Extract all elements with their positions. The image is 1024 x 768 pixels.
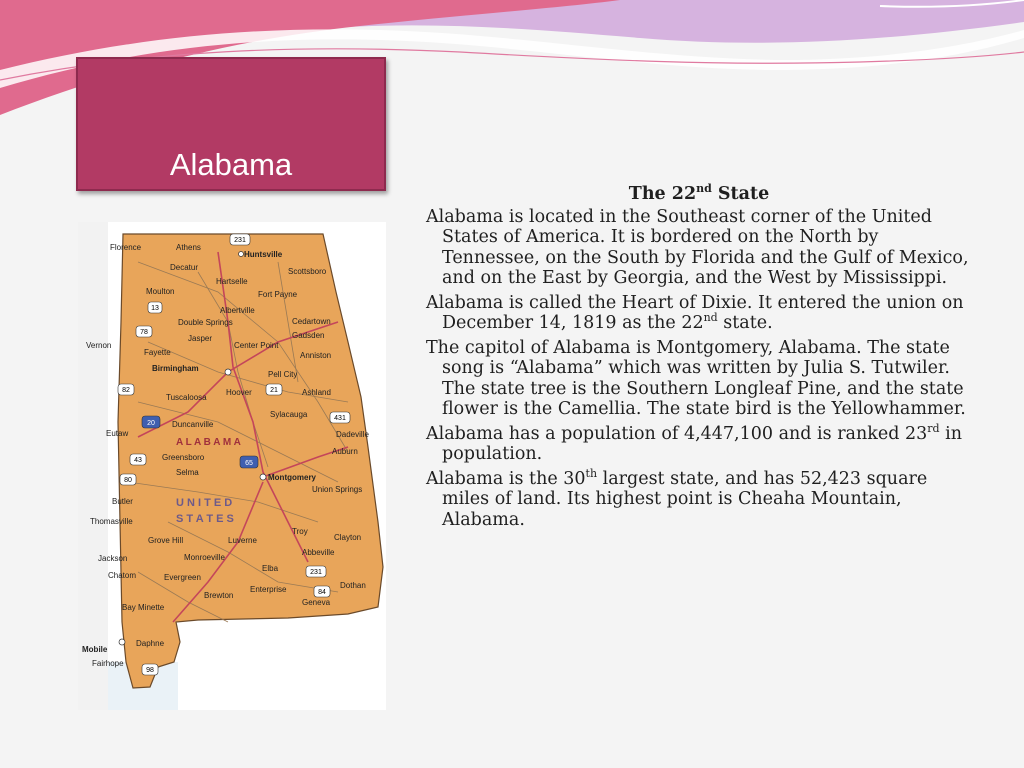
city-athens: Athens [176, 243, 201, 252]
city-chatom: Chatom [108, 571, 137, 580]
slide-body [426, 184, 972, 534]
city-mobile: Mobile [82, 645, 108, 654]
shield-231-south [306, 566, 326, 577]
city-monroeville: Monroeville [184, 553, 225, 562]
shield-80 [120, 474, 136, 485]
country-label-2: S T A T E S [176, 513, 234, 525]
alabama-map [78, 222, 386, 710]
shield-13 [148, 302, 162, 313]
svg-text:84: 84 [318, 589, 326, 596]
city-moulton: Moulton [146, 287, 175, 296]
city-hartselle: Hartselle [216, 277, 248, 286]
city-hoover: Hoover [226, 388, 252, 397]
paragraph-size: Alabama is the 30th largest state, and has 52,423 square miles of land. Its highest point is Cheaha Mountain, Alabama. [426, 466, 928, 530]
city-jasper: Jasper [188, 334, 213, 343]
svg-text:78: 78 [140, 329, 148, 336]
city-selma: Selma [176, 468, 199, 477]
svg-text:431: 431 [334, 415, 346, 422]
city-anniston: Anniston [300, 351, 332, 360]
shield-82 [118, 384, 134, 395]
city-gadsden: Gadsden [292, 331, 325, 340]
title-box [76, 57, 386, 191]
city-union-springs: Union Springs [312, 485, 363, 494]
city-luverne: Luverne [228, 536, 257, 545]
city-tuscaloosa: Tuscaloosa [166, 393, 207, 402]
city-butler: Butler [112, 497, 133, 506]
slide-title: Alabama [169, 147, 293, 182]
city-vernon: Vernon [86, 341, 112, 350]
city-dothan: Dothan [340, 581, 366, 590]
city-troy: Troy [292, 527, 308, 536]
svg-text:21: 21 [270, 387, 278, 394]
city-fayette: Fayette [144, 348, 171, 357]
city-thomasville: Thomasville [90, 517, 133, 526]
city-florence: Florence [110, 243, 142, 252]
city-albertville: Albertville [220, 306, 255, 315]
shield-78 [136, 326, 152, 337]
city-auburn: Auburn [332, 447, 358, 456]
country-label-1: U N I T E D [176, 497, 233, 509]
birmingham-dot [225, 369, 231, 375]
city-enterprise: Enterprise [250, 585, 287, 594]
shield-21 [266, 384, 282, 395]
montgomery-dot [260, 474, 266, 480]
city-daphne: Daphne [136, 639, 165, 648]
mobile-dot [119, 639, 125, 645]
shield-43 [130, 454, 146, 465]
svg-text:82: 82 [122, 387, 130, 394]
svg-text:98: 98 [146, 667, 154, 674]
city-scottsboro: Scottsboro [288, 267, 327, 276]
svg-text:231: 231 [310, 569, 322, 576]
section-heading: The 22nd State [628, 182, 770, 204]
city-dadeville: Dadeville [336, 430, 369, 439]
city-ashland: Ashland [302, 388, 331, 397]
svg-text:80: 80 [124, 477, 132, 484]
shield-98 [142, 664, 158, 675]
city-sylacauga: Sylacauga [270, 410, 308, 419]
city-double-springs: Double Springs [178, 318, 233, 327]
city-greensboro: Greensboro [162, 453, 205, 462]
city-eutaw: Eutaw [106, 429, 129, 438]
huntsville-dot [239, 252, 244, 257]
paragraph-symbols: The capitol of Alabama is Montgomery, Alabama. The state song is “Alabama” which was written by Julia S. Tutwiler. The state tree is the Southern Longleaf Pine, and the state flower is the Camellia. The state bird is the Yellowhammer. [426, 337, 966, 419]
city-jackson: Jackson [98, 554, 128, 563]
city-clayton: Clayton [334, 533, 362, 542]
city-cedartown: Cedartown [292, 317, 331, 326]
shield-20 [142, 416, 160, 428]
shield-65 [240, 456, 258, 468]
shield-84 [314, 586, 330, 597]
paragraph-population: Alabama has a population of 4,447,100 and is ranked 23rd in population. [426, 421, 963, 464]
svg-text:43: 43 [134, 457, 142, 464]
city-center-point: Center Point [234, 341, 279, 350]
city-fairhope: Fairhope [92, 659, 124, 668]
city-decatur: Decatur [170, 263, 199, 272]
city-montgomery: Montgomery [268, 473, 316, 482]
svg-text:231: 231 [234, 237, 246, 244]
state-label: A L A B A M A [176, 437, 241, 448]
city-bay-minette: Bay Minette [122, 603, 165, 612]
city-brewton: Brewton [204, 591, 234, 600]
svg-text:65: 65 [245, 460, 253, 467]
city-pell-city: Pell City [268, 370, 298, 379]
city-grove-hill: Grove Hill [148, 536, 184, 545]
city-abbeville: Abbeville [302, 548, 335, 557]
city-evergreen: Evergreen [164, 573, 201, 582]
shield-231-north [230, 234, 250, 245]
city-huntsville: Huntsville [244, 250, 283, 259]
city-geneva: Geneva [302, 598, 331, 607]
paragraph-statehood: Alabama is called the Heart of Dixie. It entered the union on December 14, 1819 as the 22nd state. [426, 292, 964, 333]
shield-431 [330, 412, 350, 423]
city-fort-payne: Fort Payne [258, 290, 298, 299]
svg-text:13: 13 [151, 305, 159, 312]
city-birmingham: Birmingham [152, 364, 199, 373]
city-duncanville: Duncanville [172, 420, 214, 429]
svg-text:20: 20 [147, 420, 155, 427]
paragraph-location: Alabama is located in the Southeast corner of the United States of America. It is bordered on the North by Tennessee, on the South by Florida and the Gulf of Mexico, and on the East by Georgia, and the West by Mississippi. [426, 206, 969, 288]
city-elba: Elba [262, 564, 279, 573]
